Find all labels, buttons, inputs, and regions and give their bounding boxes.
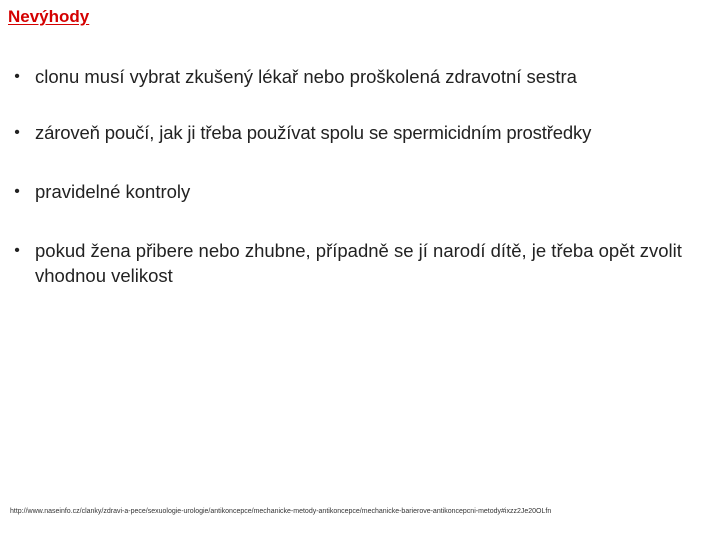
bullet-icon: • [14,183,20,200]
bullet-item [10,179,716,204]
bullet-text: pravidelné kontroly [35,181,191,202]
source-url[interactable]: http://www.naseinfo.cz/clanky/zdravi-a-pece/sexuologie-urologie/antikoncepce/mechanicke-metody-antikoncepce/mechanicke-barierove-antikoncepcni-metody#ixzz2Je20OLfn [10,508,552,515]
bullet-icon: • [14,124,20,141]
slide-title: Nevýhody [8,7,90,26]
bullet-text: pokud žena přibere nebo zhubne, případně se jí narodí dítě, je třeba opět zvolit vhodnou velikost [35,240,682,286]
bullet-item [10,120,716,145]
bullet-item [10,238,716,288]
bullet-text: clonu musí vybrat zkušený lékař nebo proškolená zdravotní sestra [35,66,577,87]
bullet-text: zároveň poučí, jak ji třeba používat spolu se spermicidním prostředky [35,122,592,143]
bullet-icon: • [14,242,20,259]
bullet-icon: • [14,68,20,85]
bullet-item [10,64,716,89]
